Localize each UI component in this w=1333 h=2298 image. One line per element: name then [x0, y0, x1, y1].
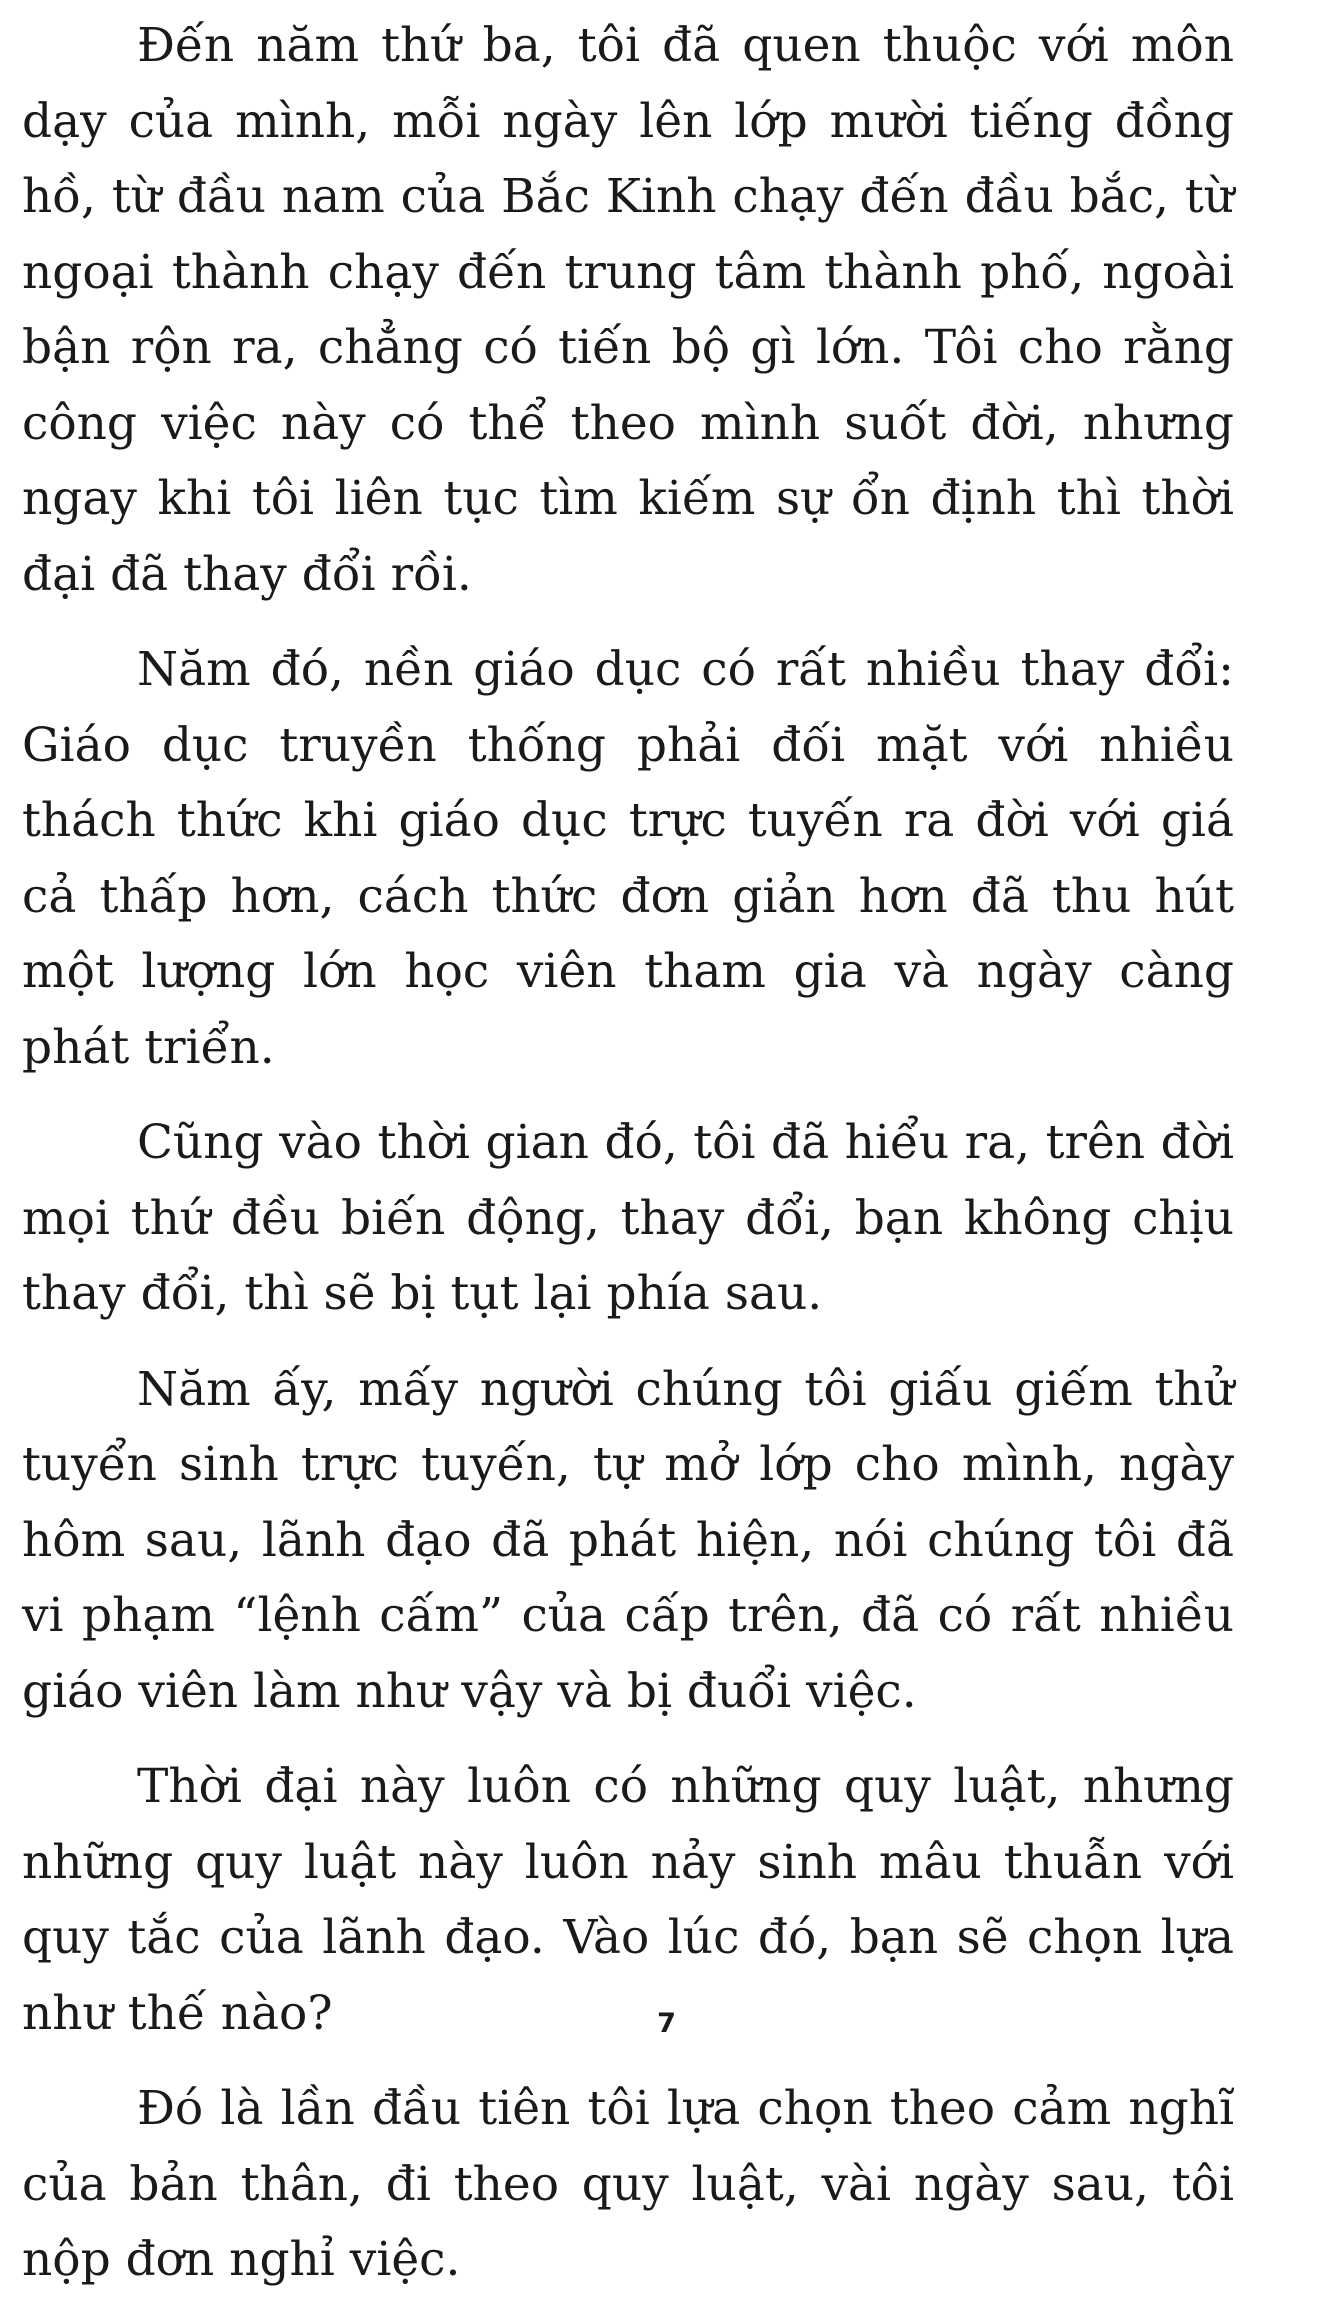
paragraph-3: Cũng vào thời gian đó, tôi đã hiểu ra, trên đời mọi thứ đều biến động, thay đổi, bạn không chịu thay đổi, thì sẽ bị tụt lại phía sau.: [22, 1115, 1234, 1321]
paragraph-4: Năm ấy, mấy người chúng tôi giấu giếm thử tuyển sinh trực tuyến, tự mở lớp cho mình, ngày hôm sau, lãnh đạo đã phát hiện, nói chúng tôi đã vi phạm “lệnh cấm” của cấp trên, đã có rất nhiều giáo viên làm như vậy và bị đuổi việc.: [22, 1361, 1234, 1719]
paragraph-2: Năm đó, nền giáo dục có rất nhiều thay đổi: Giáo dục truyền thống phải đối mặt với nhiều thách thức khi giáo dục trực tuyến ra đời với giá cả thấp hơn, cách thức đơn giản hơn đã thu hút một lượng lớn học viên tham gia và ngày càng phát triển.: [22, 642, 1234, 1075]
paragraph-1: Đến năm thứ ba, tôi đã quen thuộc với môn dạy của mình, mỗi ngày lên lớp mười tiếng đồng hồ, từ đầu nam của Bắc Kinh chạy đến đầu bắc, từ ngoại thành chạy đến trung tâm thành phố, ngoài bận rộn ra, chẳng có tiến bộ gì lớn. Tôi cho rằng công việc này có thể theo mình suốt đời, nhưng ngay khi tôi liên tục tìm kiếm sự ổn định thì thời đại đã thay đổi rồi.: [22, 18, 1234, 602]
paragraph-6: Đó là lần đầu tiên tôi lựa chọn theo cảm nghĩ của bản thân, đi theo quy luật, vài ngày sau, tôi nộp đơn nghỉ việc.: [22, 2081, 1234, 2287]
body-text: [22, 8, 1234, 2298]
page-number: 7: [657, 2008, 676, 2039]
paragraph-5: Thời đại này luôn có những quy luật, nhưng những quy luật này luôn nảy sinh mâu thuẫn với quy tắc của lãnh đạo. Vào lúc đó, bạn sẽ chọn lựa như thế nào?: [22, 1759, 1234, 2041]
